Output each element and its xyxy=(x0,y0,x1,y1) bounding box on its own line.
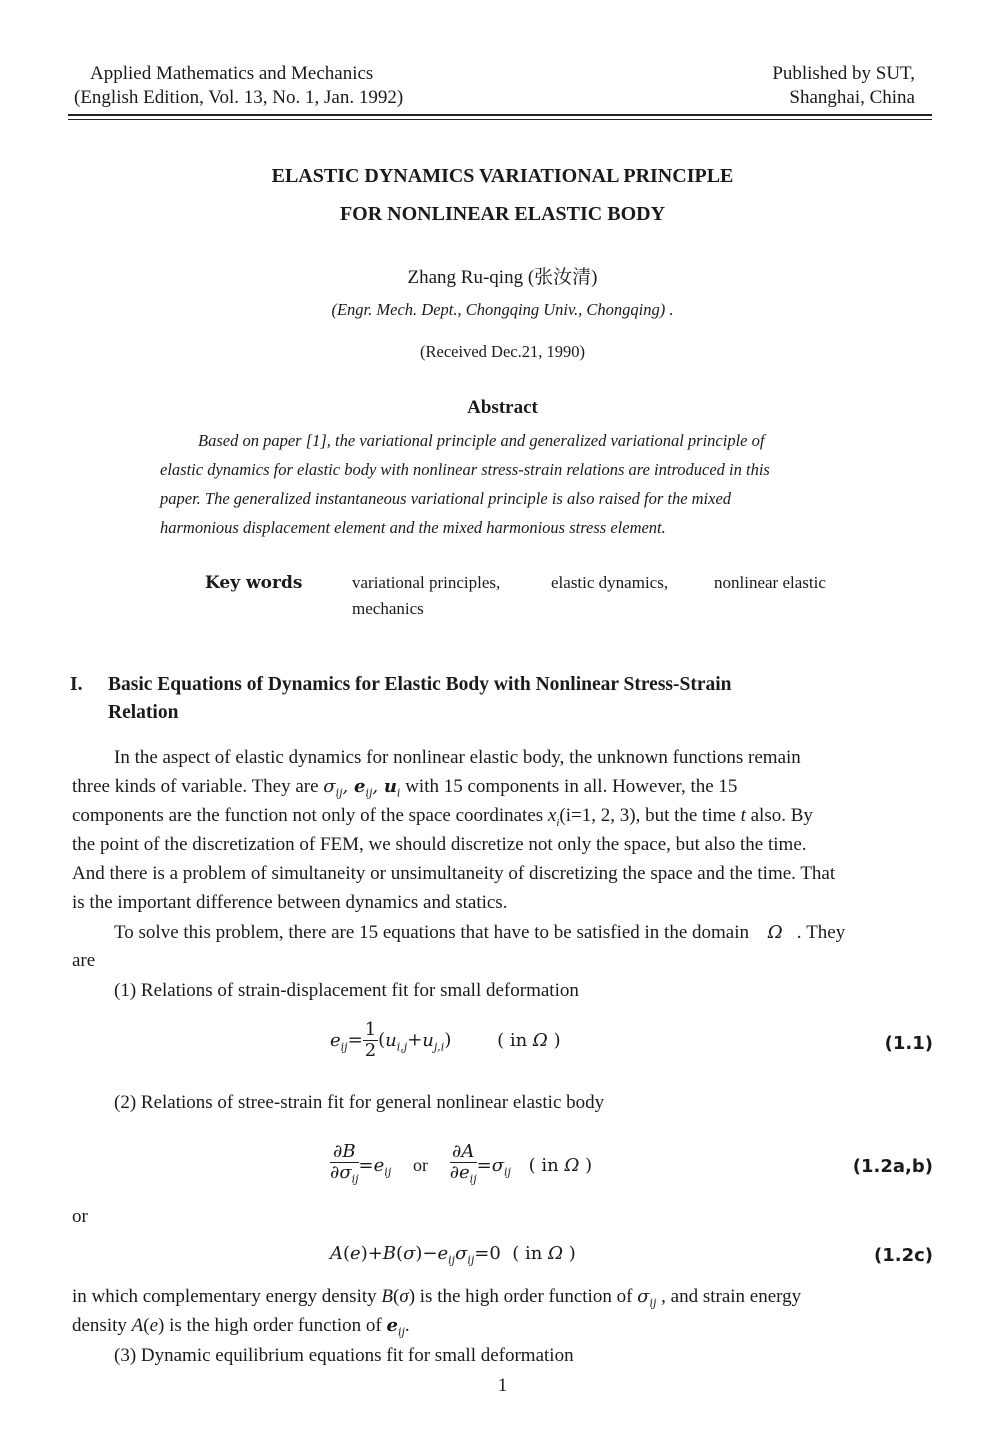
keyword-3-continued: mechanics xyxy=(352,599,424,618)
keyword-3: nonlinear elastic xyxy=(714,573,826,592)
para3-line2-a: density xyxy=(72,1315,127,1336)
publisher-location: Shanghai, China xyxy=(789,87,915,108)
para3-line2-b: is the high order function of xyxy=(169,1315,382,1336)
publisher: Published by SUT, xyxy=(772,63,915,84)
para1-line4: the point of the discretization of FEM, we should discretize not only the space, but also the time. xyxy=(72,834,807,855)
para1-line1: In the aspect of elastic dynamics for nonlinear elastic body, the unknown functions remain xyxy=(114,747,801,768)
received-date: (Received Dec.21, 1990) xyxy=(420,342,585,361)
para1-line3-a: components are the function not only of the space coordinates xyxy=(72,805,544,826)
equation-number-1-2c: (1.2c) xyxy=(873,1245,933,1266)
para2-line1 xyxy=(114,918,845,947)
author-name: Zhang Ru-qing (张汝清) xyxy=(407,267,598,288)
para1-line2-b: with 15 components in all. However, the 15 xyxy=(405,776,738,797)
time-symbol: t xyxy=(740,805,746,826)
abstract-heading: Abstract xyxy=(467,397,538,418)
para2-line2: are xyxy=(72,950,96,971)
paper-title-line1: ELASTIC DYNAMICS VARIATIONAL PRINCIPLE xyxy=(271,165,734,187)
para3-line1: in which complementary energy density B(σ) is the high order function of $\sigma_{ij}$ , and strain energy xyxy=(72,1286,802,1310)
item1-text: (1) Relations of strain-displacement fit for small deformation xyxy=(114,980,579,1001)
para2-line1-a: To solve this problem, there are 15 equations that have to be satisfied in the domain xyxy=(114,922,750,943)
page-number: 1 xyxy=(497,1375,508,1396)
para1-line6: is the important difference between dynamics and statics. xyxy=(72,892,508,913)
para1-line3-c: also. By xyxy=(750,805,813,826)
para3-line2: density A(e) is the high order function of $e_{ij}$. xyxy=(72,1315,410,1339)
omega-symbol: Ω xyxy=(767,922,783,943)
section-title-line1: Basic Equations of Dynamics for Elastic Body with Nonlinear Stress-Strain xyxy=(108,674,732,695)
item3-text: (3) Dynamic equilibrium equations fit for small deformation xyxy=(114,1345,574,1366)
para3-line1-b: is the high order function of xyxy=(419,1286,633,1307)
paper-title-line2: FOR NONLINEAR ELASTIC BODY xyxy=(339,203,666,225)
sigma-symbol: $\sigma_{ij}$ xyxy=(637,1286,657,1310)
coord-symbol: $x_i$ xyxy=(547,805,560,829)
or-connector: or xyxy=(412,1154,428,1175)
section-number: I. xyxy=(70,674,83,695)
para1-line2-a: three kinds of variable. They are xyxy=(72,776,319,797)
equation-number-1-2ab: (1.2a,b) xyxy=(852,1156,933,1177)
keyword-2: elastic dynamics, xyxy=(551,573,669,592)
para3-line1-c: , and strain energy xyxy=(661,1286,802,1307)
header-rule-thick xyxy=(68,114,932,116)
journal-name: Applied Mathematics and Mechanics xyxy=(90,63,374,84)
keyword-1: variational principles, xyxy=(352,573,501,592)
journal-edition: (English Edition, Vol. 13, No. 1, Jan. 1992) xyxy=(74,87,404,108)
equation-1-2ab: $\frac{\partial B}{\partial\sigma_{ij}}$ $=e_{ij}$ or $\frac{\partial A}{\partial e_{ij}}$ $=\sigma_{ij}$ ( in Ω ) xyxy=(330,1141,593,1186)
abstract-line1: Based on paper [1], the variational principle and generalized variational principle of xyxy=(198,431,765,450)
header-rule-thin xyxy=(68,119,932,120)
equation-1-1: $e_{ij}=$ $\frac{1}{2}$ $(u_{i,j}+u_{j,i})$ ( in Ω ) xyxy=(330,1019,561,1061)
para3-line1-a: in which complementary energy density xyxy=(72,1286,377,1307)
para2-line1-b: . They xyxy=(796,922,846,943)
item2-text: (2) Relations of stree-strain fit for general nonlinear elastic body xyxy=(114,1092,605,1113)
para1-line5: And there is a problem of simultaneity or unsimultaneity of discretizing the space and the time. That xyxy=(72,863,836,884)
equation-number-1-1: (1.1) xyxy=(884,1033,933,1054)
strain-symbol: $e_{ij}$ xyxy=(386,1315,405,1339)
section-title-line2: Relation xyxy=(108,702,179,723)
abstract-line2: elastic dynamics for elastic body with nonlinear stress-strain relations are introduced in this xyxy=(160,460,770,479)
variables-symbols: $\sigma_{ij}$, $e_{ij}$, $u_i$ xyxy=(323,776,401,800)
equation-1-2c: $A(e)+B(\sigma)-e_{ij}\sigma_{ij}=0$ ( in Ω ) xyxy=(330,1243,576,1267)
or-text: or xyxy=(72,1206,88,1227)
author-affiliation: (Engr. Mech. Dept., Chongqing Univ., Chongqing) . xyxy=(331,300,674,319)
abstract-line4: harmonious displacement element and the mixed harmonious stress element. xyxy=(160,518,666,537)
abstract-line3: paper. The generalized instantaneous variational principle is also raised for the mixed xyxy=(160,489,732,508)
keywords-label: Key words xyxy=(205,573,303,593)
para1-line3-b: (i=1, 2, 3), but the time xyxy=(559,805,736,826)
